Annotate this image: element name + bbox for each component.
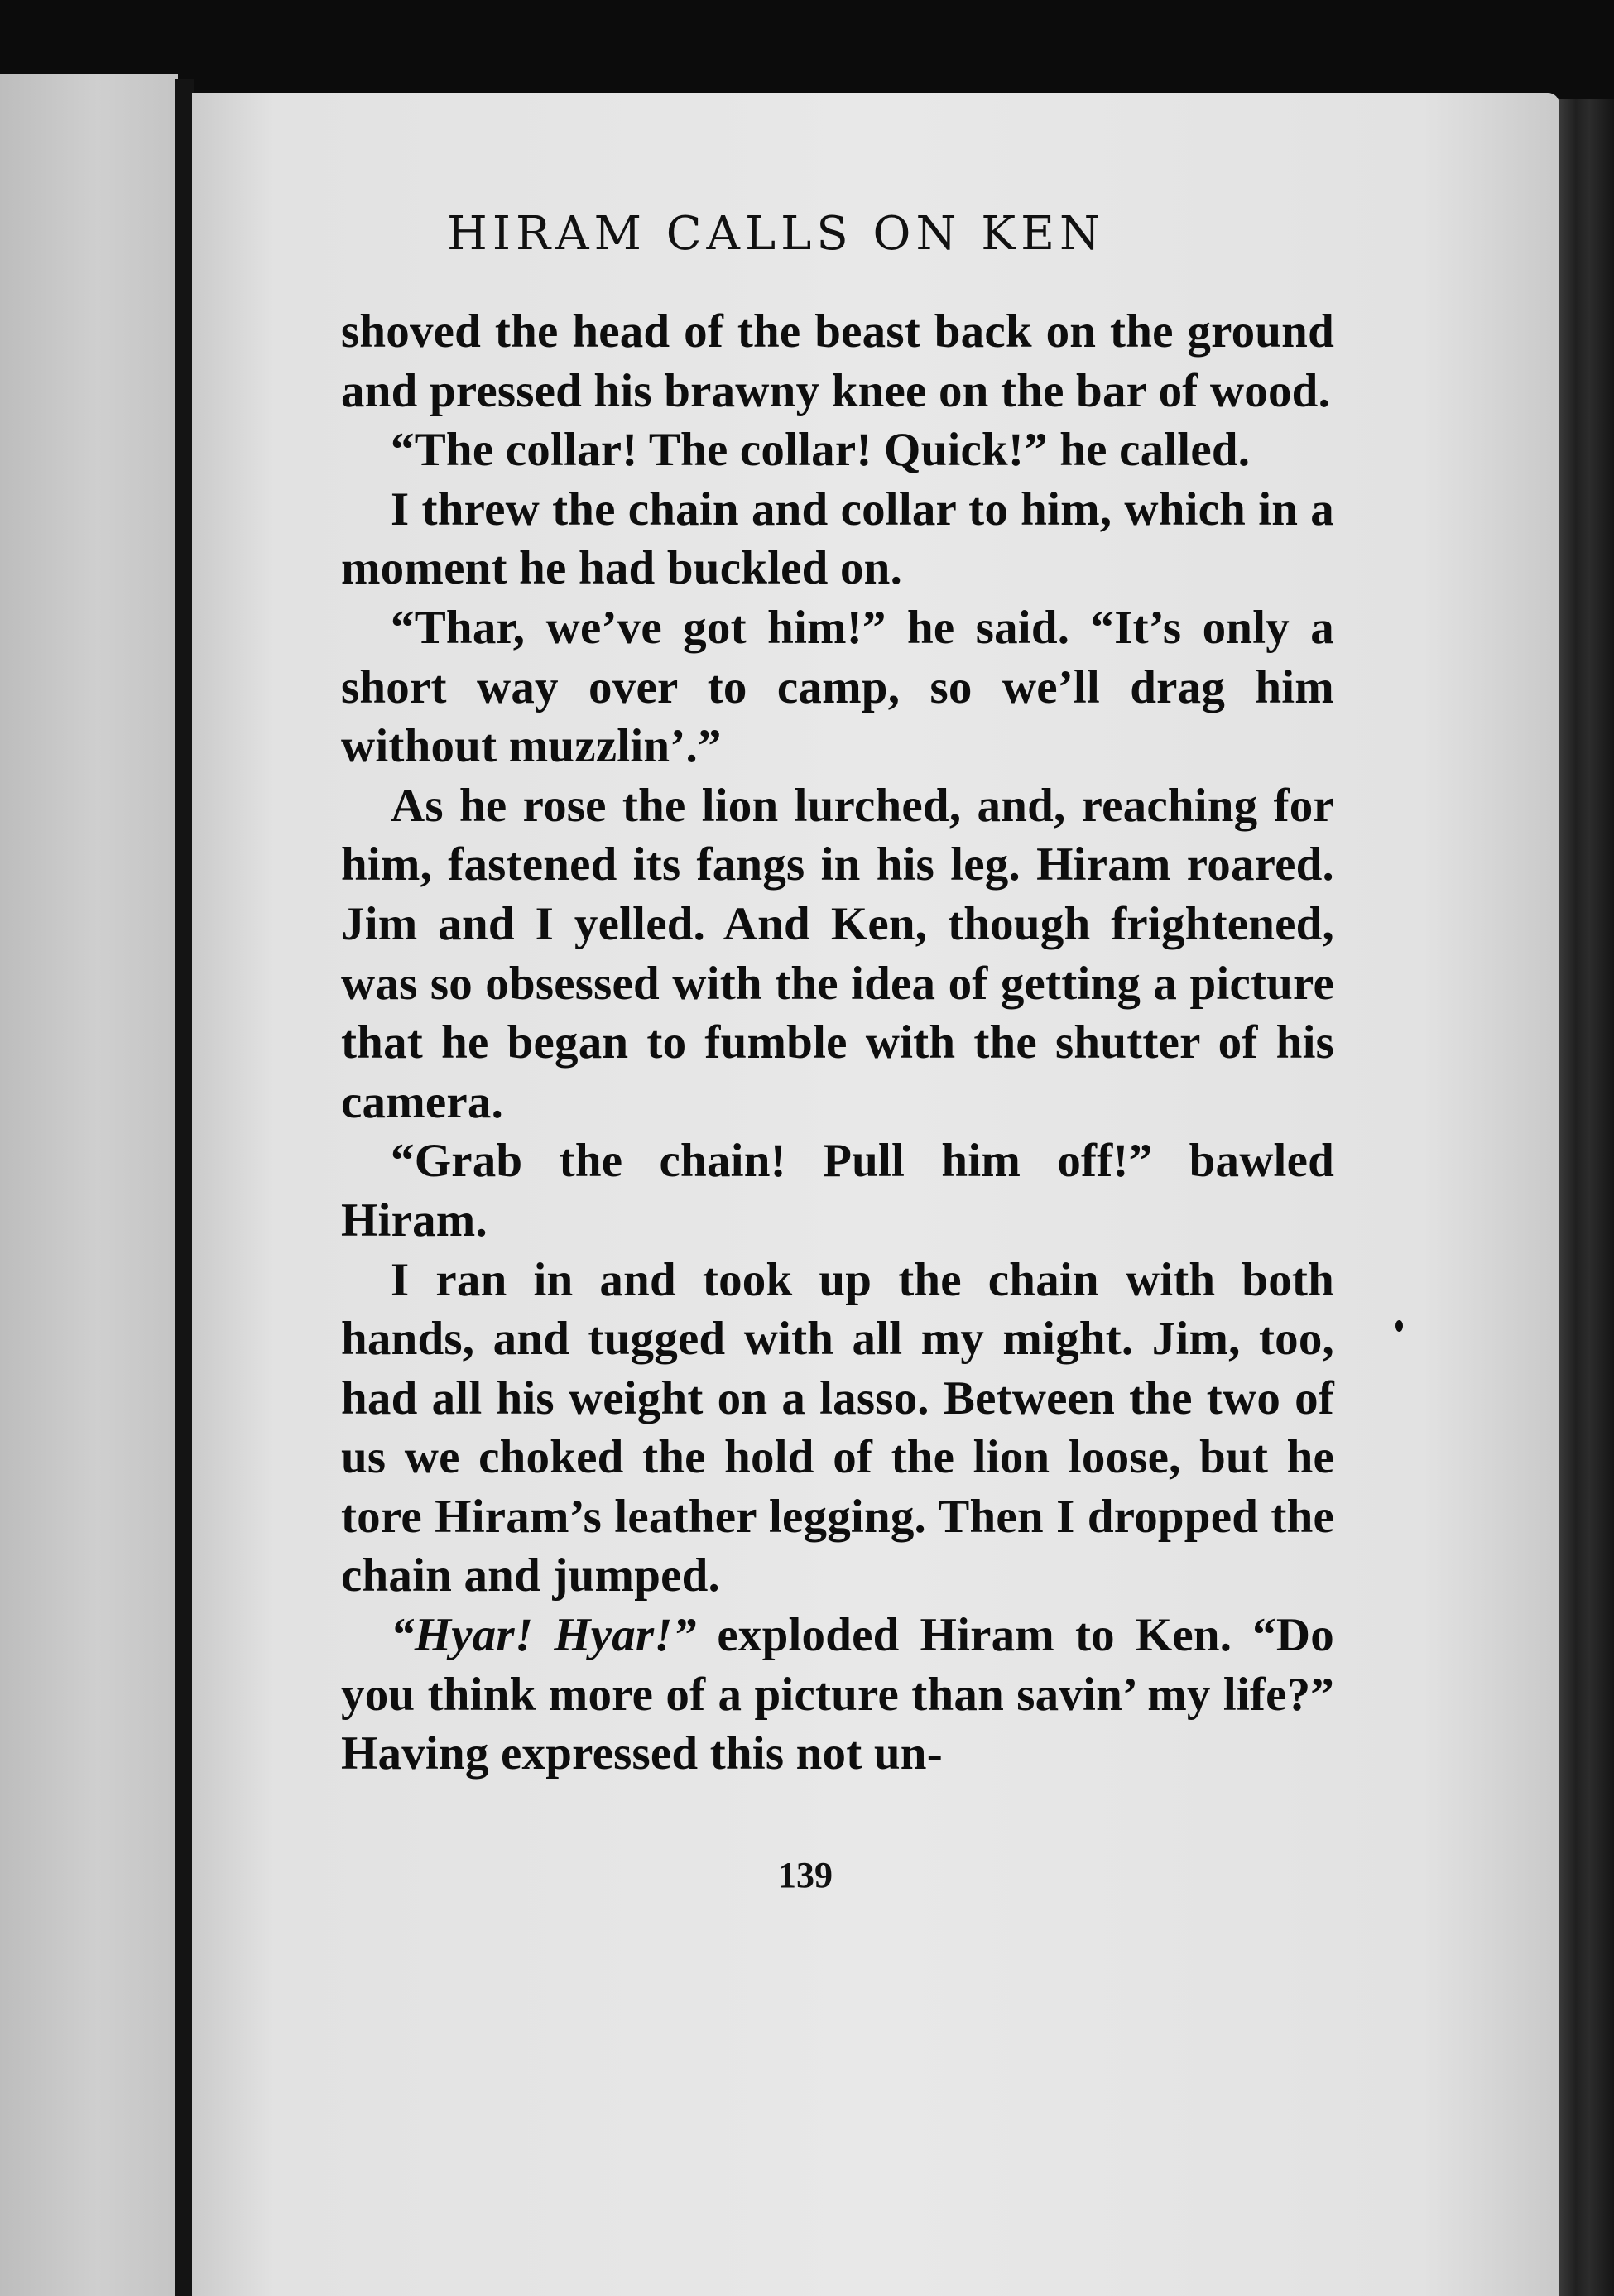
ink-speck	[1395, 1320, 1403, 1332]
paragraph: I ran in and took up the chain with both hands, and tugged with all my might. Jim, too, had all his weight on a lasso. Between the two of us we choked the hold of the lion loose, but he tore Hiram’s leather legging. Then I dropped the chain and jumped.	[341, 1253, 1334, 1602]
paragraph: “The collar! The collar! Quick!” he called.	[391, 424, 1251, 477]
paragraph: I threw the chain and collar to him, which in a moment he had buckled on.	[341, 483, 1334, 595]
paragraph: “Grab the chain! Pull him off!” bawled Hiram.	[341, 1135, 1334, 1246]
paragraph: shoved the head of the beast back on the ground and pressed his brawny knee on the bar of wood.	[341, 305, 1334, 417]
left-page-edge	[0, 74, 178, 2296]
paragraph: “Thar, we’ve got him!” he said. “It’s only a short way over to camp, so we’ll drag him without muzzlin’.”	[341, 601, 1334, 773]
paragraph: As he rose the lion lurched, and, reaching for him, fastened its fangs in his leg. Hiram roared. Jim and I yelled. And Ken, though frightened, was so obsessed with the idea of getting a picture that he began to fumble with the shutter of his camera.	[341, 779, 1334, 1128]
running-head: HIRAM CALLS ON KEN	[447, 207, 1105, 261]
italic-exclamation: “Hyar! Hyar!”	[391, 1609, 697, 1662]
body-text	[341, 302, 1334, 1784]
paragraph	[341, 1606, 1334, 1784]
page-number: 139	[778, 1855, 833, 1895]
page-stack-edge	[1559, 99, 1614, 2296]
book-gutter	[175, 79, 194, 2296]
paragraph-text: exploded Hiram to Ken. “Do you think more of a picture than savin’ my life?” Having expressed this not un-	[341, 1609, 1334, 1780]
